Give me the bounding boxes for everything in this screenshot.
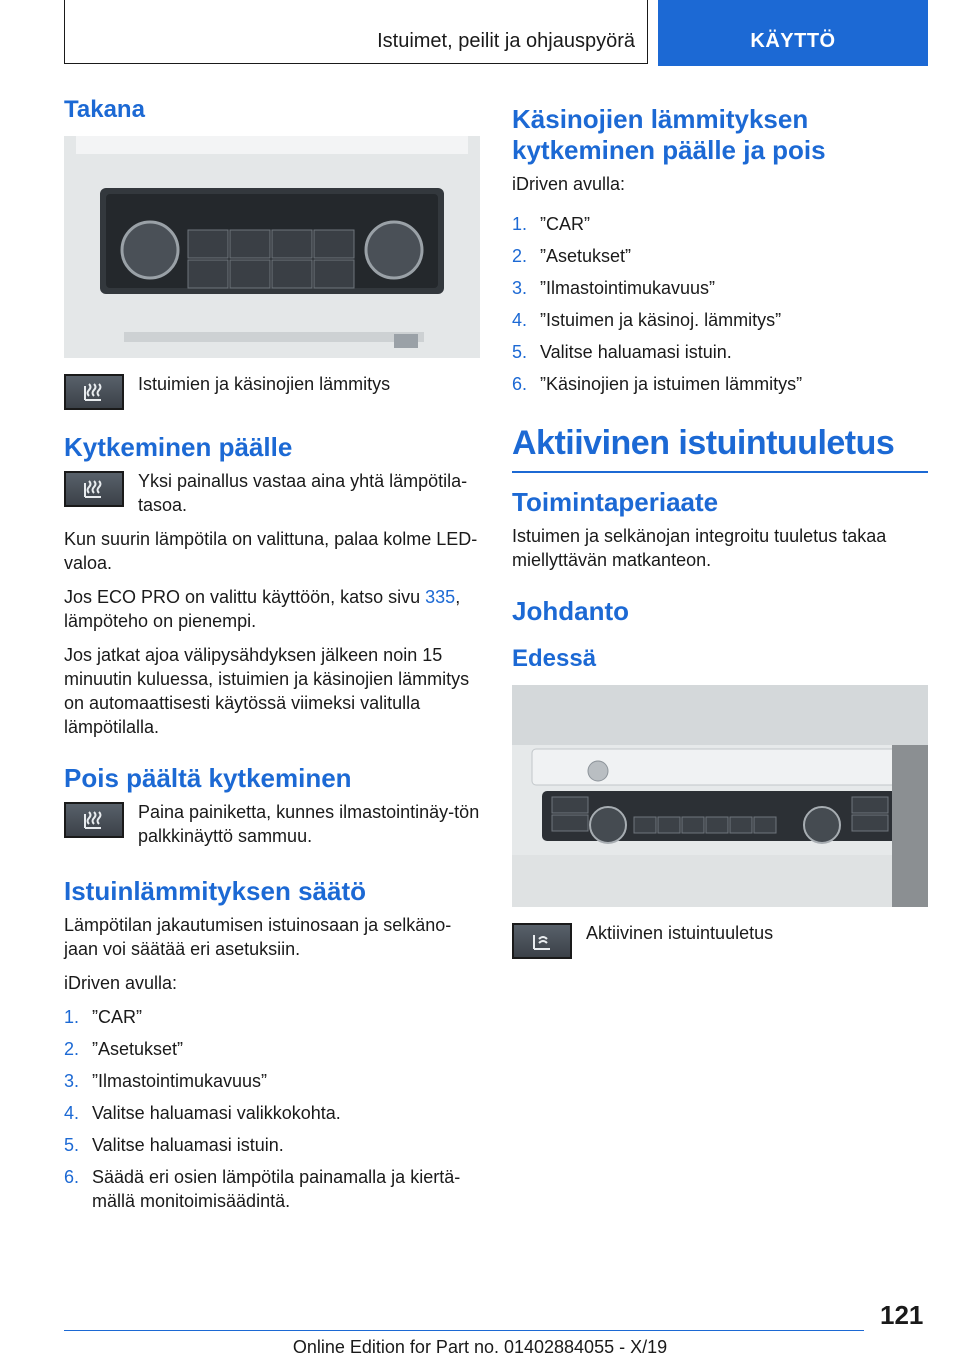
list-item [512,372,928,396]
list-item [64,1165,480,1213]
page-number: 121 [880,1300,924,1330]
seat-heating-icon [64,802,124,838]
step-text: Valitse haluamasi istuin. [540,342,732,362]
chapter-title: Istuimet, peilit ja ohjauspyörä [377,30,635,52]
step-number: 2. [64,1039,80,1059]
step-text: ”Asetukset” [540,246,632,266]
step-number: 3. [64,1071,80,1091]
step-text: Säädä eri osien lämpötila painamalla ja kiertä-mällä monitoimisäädintä. [92,1167,461,1211]
paragraph-principle: Istuimen ja selkänojan integroitu tuuletus takaa miellyttävän matkanteon. [512,526,887,570]
eco-pro-text-pre: Jos ECO PRO on valittu käyttöön, katso sivu [64,587,426,607]
list-item [512,212,928,236]
list-item [64,1101,480,1125]
left-column [64,96,480,1223]
front-caption: Aktiivinen istuintuuletus [586,923,774,943]
list-item [512,308,928,332]
footer-divider [64,1330,864,1331]
step-number: 1. [64,1007,80,1027]
heading-off: Pois päältä kytkeminen [64,763,352,793]
step-number: 5. [64,1135,80,1155]
header-section-tab [658,0,928,66]
heading-armrest: Käsinojien lämmityksen kytkeminen päälle ja pois [512,104,826,165]
right-steps-list [512,212,928,396]
subheading-front: Edessä [512,645,597,672]
list-item [512,244,928,268]
paragraph-idrive: iDriven avulla: [512,174,626,194]
heading-principle: Toimintaperiaate [512,487,719,517]
page-link[interactable]: 335 [425,587,456,607]
on-icon-row [64,469,480,517]
rear-climate-panel-photo [64,136,480,358]
heading-ventilation: Aktiivinen istuintuuletus [512,424,928,473]
rear-icon-caption-row [64,372,480,410]
right-column [512,104,928,969]
header-chapter-box [64,0,648,64]
page-header [64,0,928,66]
front-icon-caption-row [512,921,928,959]
step-number: 2. [512,246,528,266]
step-text: ”Ilmastointimukavuus” [92,1071,268,1091]
subheading-rear: Takana [64,96,145,123]
off-icon-text: Paina painiketta, kunnes ilmastointinäy-tön palkkinäyttö sammuu. [138,802,480,846]
step-text: ”Istuimen ja käsinoj. lämmitys” [540,310,782,330]
step-number: 6. [64,1167,80,1187]
list-item [64,1133,480,1157]
step-number: 3. [512,278,528,298]
step-number: 6. [512,374,528,394]
heading-adjust: Istuinlämmityksen säätö [64,876,366,906]
step-text: ”Käsinojien ja istuimen lämmitys” [540,374,803,394]
front-climate-panel-photo [512,685,928,907]
paragraph-led: Kun suurin lämpötila on valittuna, palaa kolme LED-valoa. [64,529,478,573]
paragraph-idrive: iDriven avulla: [64,973,178,993]
list-item [64,1069,480,1093]
paragraph-stopover: Jos jatkat ajoa välipysähdyksen jälkeen noin 15 minuutin kuluessa, istuimien ja käsinojien lämmitys on automaattisesti käytössä viimeksi valitulla lämpötilalla. [64,645,470,737]
step-number: 5. [512,342,528,362]
list-item [64,1037,480,1061]
list-item [512,276,928,300]
step-text: ”CAR” [540,214,590,234]
step-number: 4. [64,1103,80,1123]
left-steps-list [64,1005,480,1213]
heading-intro: Johdanto [512,596,629,626]
eco-pro-text-post: , lämpöteho on pienempi. [64,587,461,631]
section-label: KÄYTTÖ [750,30,836,52]
on-icon-text: Yksi painallus vastaa aina yhtä lämpötila-tasoa. [138,471,468,515]
step-text: Valitse haluamasi istuin. [92,1135,284,1155]
paragraph-distribution: Lämpötilan jakautumisen istuinosaan ja selkäno-jaan voi säätää eri asetuksiin. [64,915,452,959]
seat-heating-icon [64,374,124,410]
step-number: 4. [512,310,528,330]
seat-heating-icon [64,471,124,507]
step-text: ”Asetukset” [92,1039,184,1059]
paragraph-eco-pro [64,585,480,633]
footer-edition: Online Edition for Part no. 01402884055 - X/19 [292,1337,668,1357]
off-icon-row [64,800,480,848]
list-item [512,340,928,364]
rear-caption: Istuimien ja käsinojien lämmitys [138,374,391,394]
step-text: ”Ilmastointimukavuus” [540,278,716,298]
step-number: 1. [512,214,528,234]
step-text: Valitse haluamasi valikkokohta. [92,1103,341,1123]
seat-ventilation-icon [512,923,572,959]
list-item [64,1005,480,1029]
step-text: ”CAR” [92,1007,142,1027]
heading-on: Kytkeminen päälle [64,432,293,462]
